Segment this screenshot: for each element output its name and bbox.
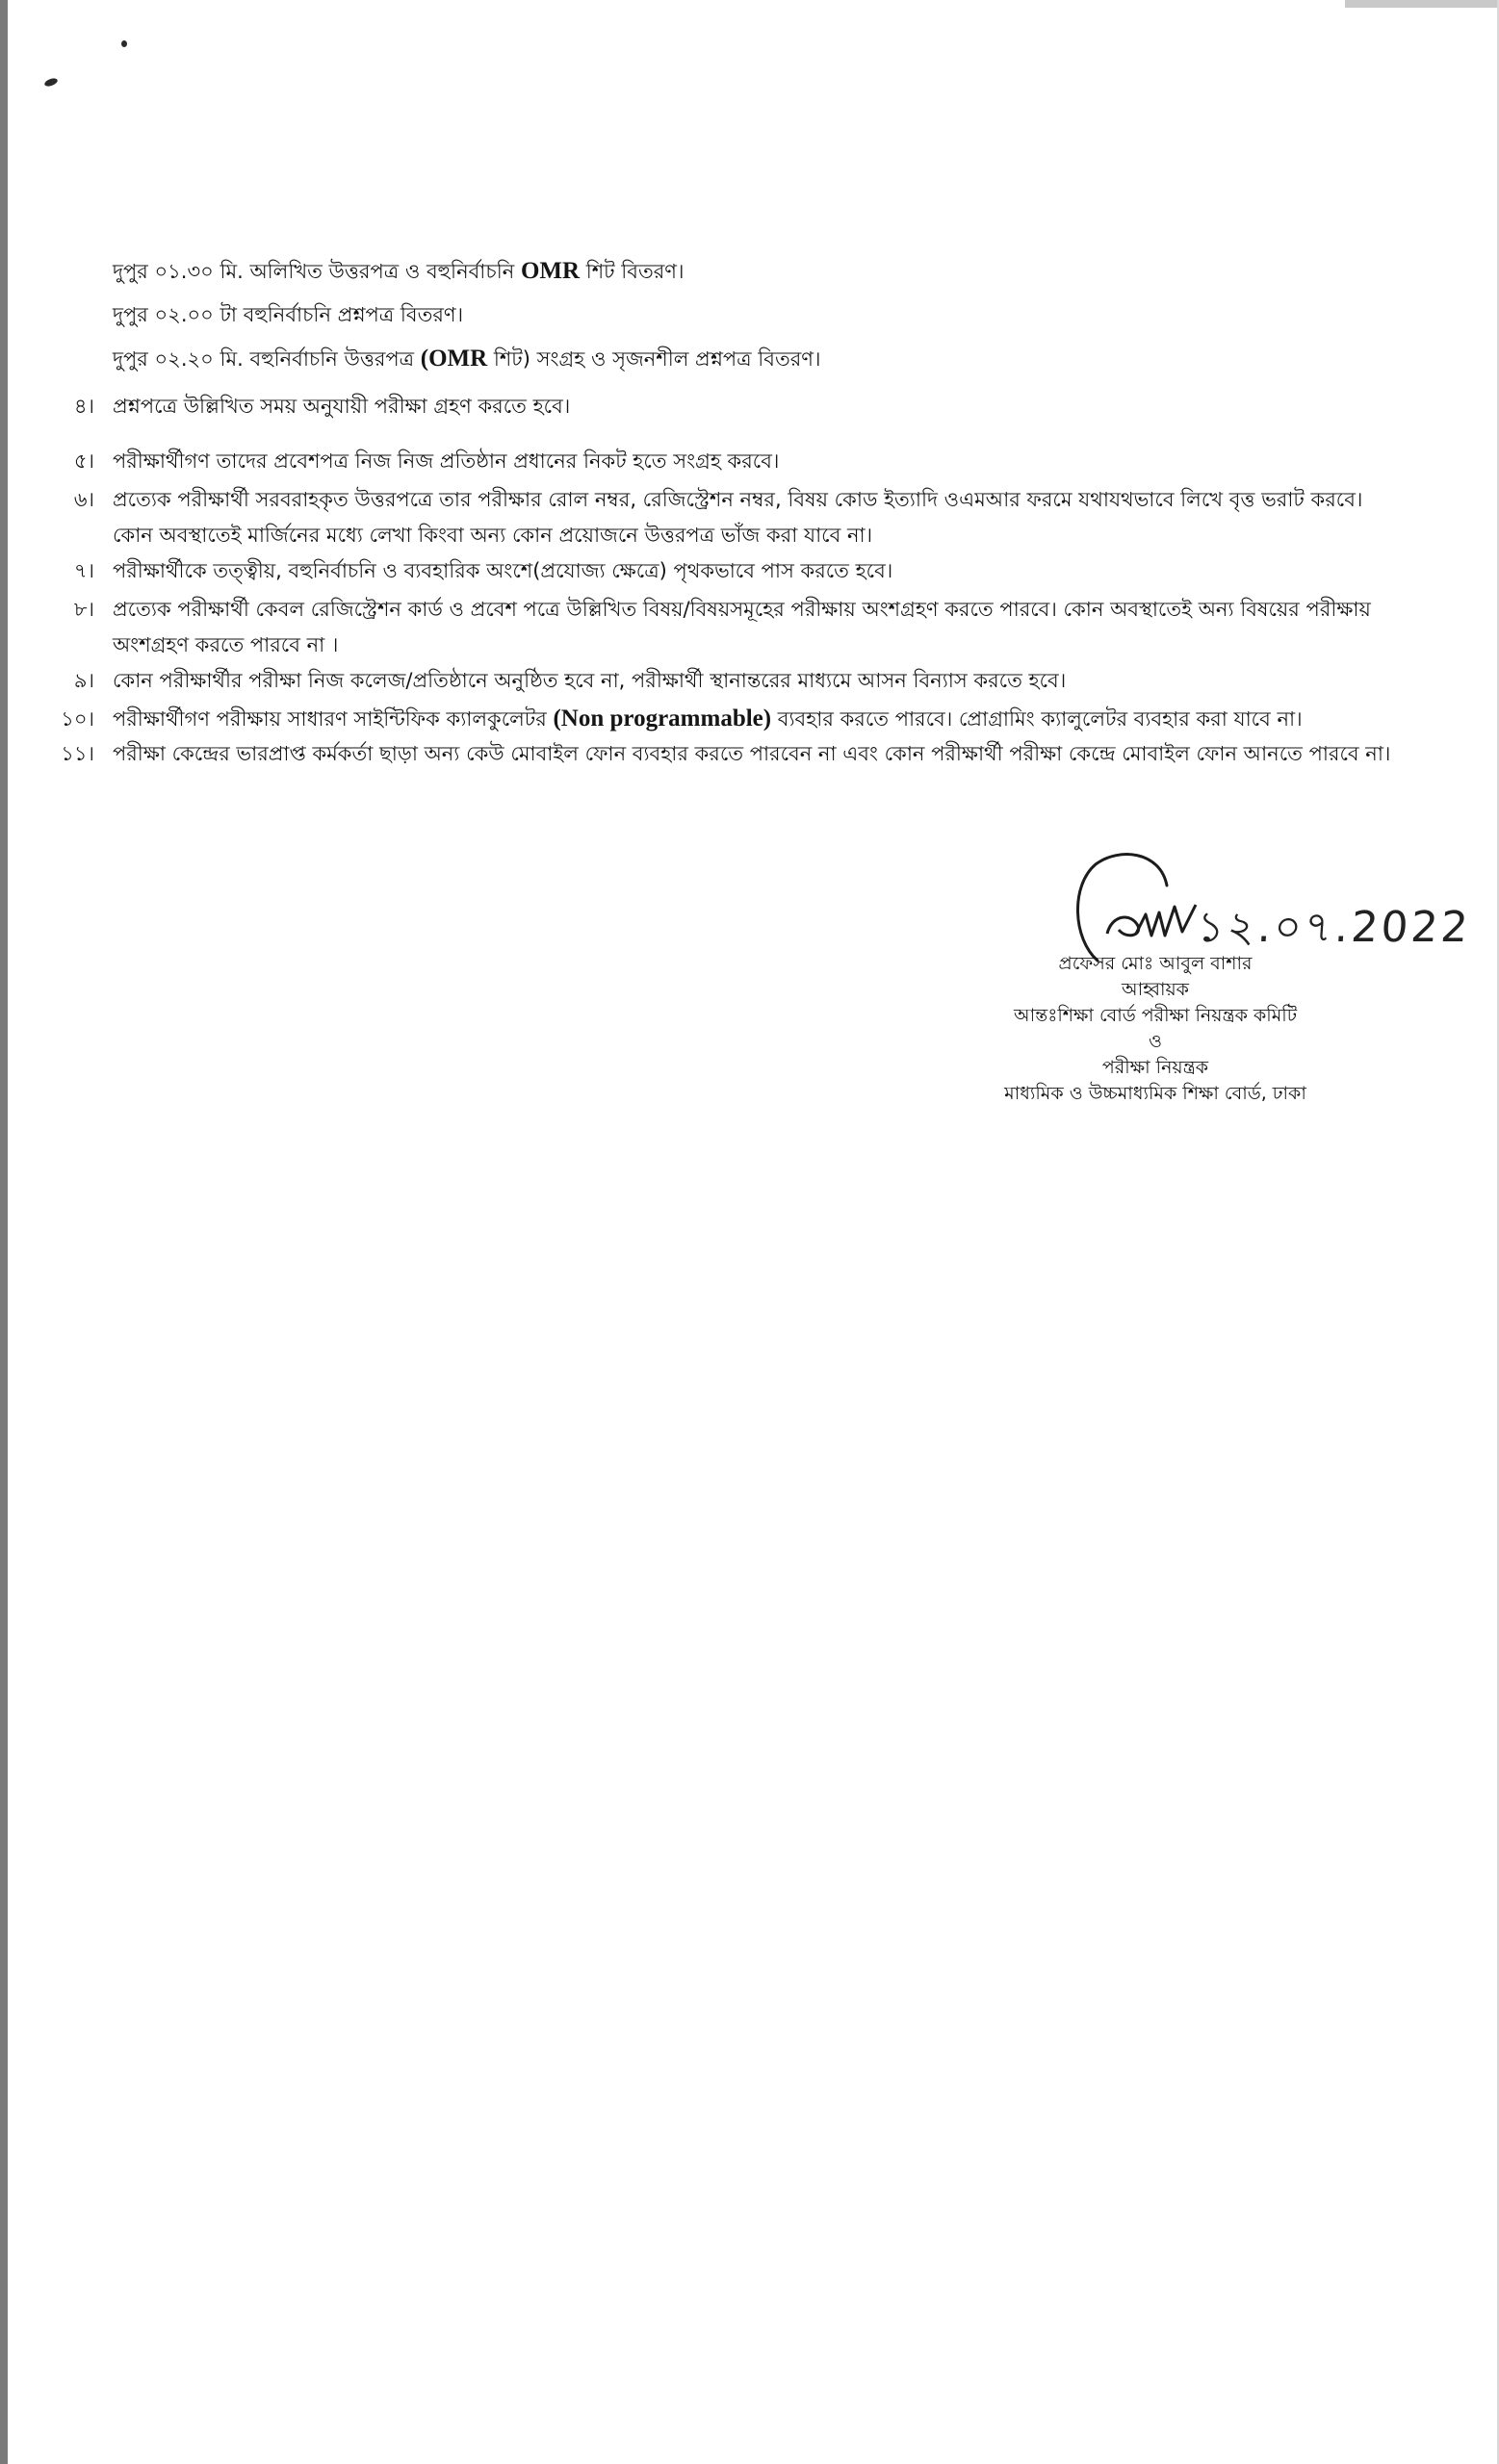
scan-speck xyxy=(121,40,127,47)
item-number: ৬। xyxy=(73,488,94,511)
schedule-line-3: দুপুর ০২.২০ মি. বহুনির্বাচনি উত্তরপত্র (OMR শিট) সংগ্রহ ও সৃজনশীল প্রশ্নপত্র বিতরণ। xyxy=(113,346,821,372)
signatory-committee: আন্তঃশিক্ষা বোর্ড পরীক্ষা নিয়ন্ত্রক কমিটি xyxy=(1013,1005,1298,1026)
item-text: পরীক্ষা কেন্দ্রের ভারপ্রাপ্ত কর্মকর্তা ছাড়া অন্য কেউ মোবাইল ফোন ব্যবহার করতে পারবেন না এবং কোন পরীক্ষার্থী পরীক্ষা কেন্দ্রে মোবাইল ফোন আনতে পারবে না। xyxy=(113,742,1391,765)
signatory-organization: মাধ্যমিক ও উচ্চমাধ্যমিক শিক্ষা বোর্ড, ঢাকা xyxy=(1004,1083,1306,1104)
item-text: প্রশ্নপত্রে উল্লিখিত সময় অনুযায়ী পরীক্ষা গ্রহণ করতে হবে। xyxy=(113,395,571,418)
item-text: পরীক্ষার্থীগণ তাদের প্রবেশপত্র নিজ নিজ প্রতিষ্ঠান প্রধানের নিকট হতে সংগ্রহ করবে। xyxy=(113,449,780,473)
item-number: ৪। xyxy=(73,395,94,418)
item-text: কোন পরীক্ষার্থীর পরীক্ষা নিজ কলেজ/প্রতিষ্ঠানে অনুষ্ঠিত হবে না, পরীক্ষার্থী স্থানান্তরের মাধ্যমে আসন বিন্যাস করতে হবে। xyxy=(113,669,1067,692)
scan-speck xyxy=(43,77,59,88)
signatory-title: আহ্বায়ক xyxy=(1122,979,1189,1000)
item-number: ৭। xyxy=(73,559,94,582)
item-number: ৯। xyxy=(73,669,94,692)
schedule-line-1: দুপুর ০১.৩০ মি. অলিখিত উত্তরপত্র ও বহুনির্বাচনি OMR শিট বিতরণ। xyxy=(113,258,685,284)
item-number: ১১। xyxy=(61,742,94,765)
signatory-role: পরীক্ষা নিয়ন্ত্রক xyxy=(1101,1057,1209,1078)
item-text-continuation: অংশগ্রহণ করতে পারবে না । xyxy=(113,633,339,656)
omr-bold-text: (OMR xyxy=(420,346,488,372)
item-text: পরীক্ষার্থীগণ পরীক্ষায় সাধারণ সাইন্টিফিক ক্যালকুলেটর (Non programmable) ব্যবহার করতে পারবে। প্রোগ্রামিং ক্যালুলেটর ব্যবহার করা যাবে না। xyxy=(113,706,1303,732)
item-number: ৮। xyxy=(73,598,94,621)
signature-block xyxy=(953,951,1357,1107)
signatory-conjunction: ও xyxy=(1149,1031,1162,1052)
item-text: পরীক্ষার্থীকে তত্ত্বীয়, বহুনির্বাচনি ও ব্যবহারিক অংশে(প্রযোজ্য ক্ষেত্রে) পৃথকভাবে পাস করতে হবে। xyxy=(113,559,893,582)
non-programmable-bold-text: (Non programmable) xyxy=(553,706,772,732)
item-number: ১০। xyxy=(61,707,94,731)
schedule-line-2: দুপুর ০২.০০ টা বহুনির্বাচনি প্রশ্নপত্র বিতরণ। xyxy=(113,303,464,326)
omr-bold-text: OMR xyxy=(520,258,581,284)
scan-edge-top xyxy=(1345,0,1499,8)
handwritten-signature-icon xyxy=(1069,847,1203,967)
item-number: ৫। xyxy=(73,449,94,473)
scan-edge-left xyxy=(0,0,8,2464)
item-text: প্রত্যেক পরীক্ষার্থী সরবরাহকৃত উত্তরপত্রে তার পরীক্ষার রোল নম্বর, রেজিস্ট্রেশন নম্বর, বিষয় কোড ইত্যাদি ওএমআর ফরমে যথাযথভাবে লিখে বৃত্ত ভরাট করবে। xyxy=(113,488,1363,511)
signatory-name: প্রফেসর মোঃ আবুল বাশার xyxy=(1058,953,1253,974)
item-text-continuation: কোন অবস্থাতেই মার্জিনের মধ্যে লেখা কিংবা অন্য কোন প্রয়োজনে উত্তরপত্র ভাঁজ করা যাবে না। xyxy=(113,524,873,547)
item-text: প্রত্যেক পরীক্ষার্থী কেবল রেজিস্ট্রেশন কার্ড ও প্রবেশ পত্রে উল্লিখিত বিষয়/বিষয়সমূহের পরীক্ষায় অংশগ্রহণ করতে পারবে। কোন অবস্থাতেই অন্য বিষয়ের পরীক্ষায় xyxy=(113,598,1371,621)
handwritten-date: ১২.০৭.2022 xyxy=(1195,903,1473,952)
